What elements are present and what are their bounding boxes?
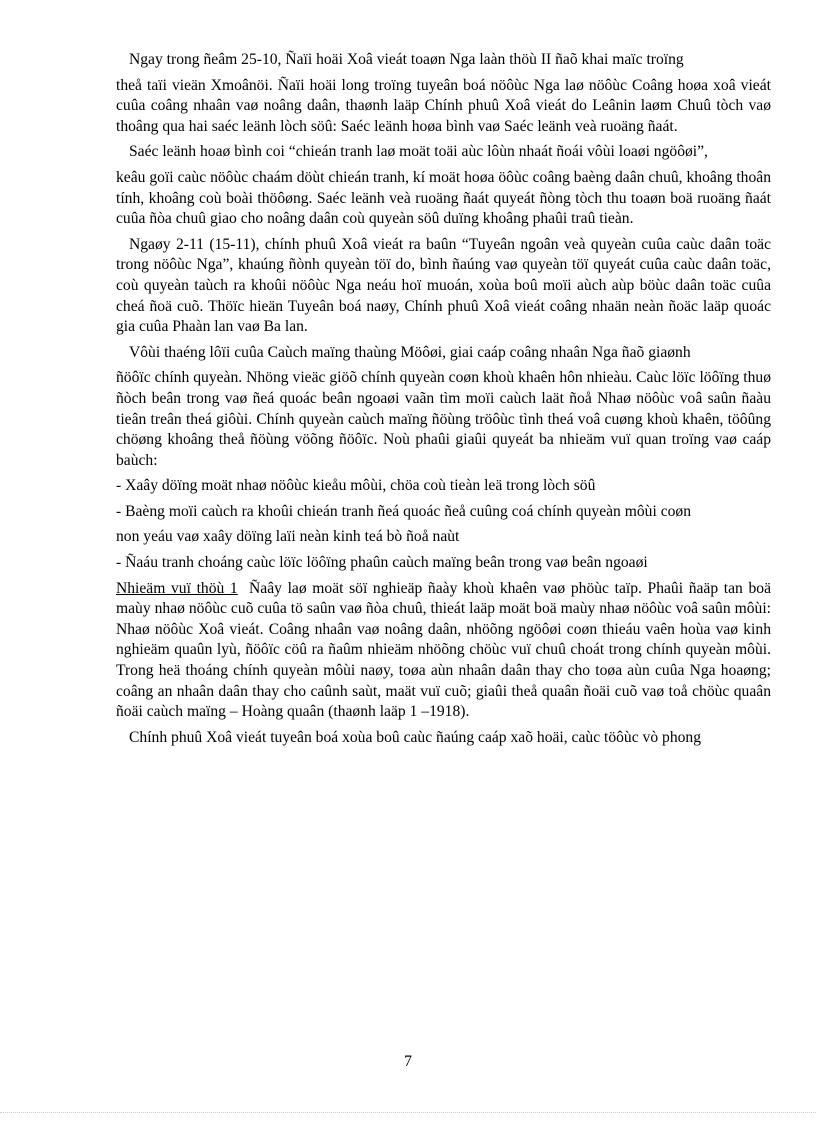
page-bottom-divider	[0, 1112, 816, 1113]
task-text: Ñaây laø moät söï nghieäp ñaày khoù khaên vaø phöùc taïp. Phaûi ñaäp tan boä maùy nhaø nöôùc cuõ cuûa tö saûn vaø ñòa chuû, thieát laäp moät boä maùy nhaø nöôùc voâ saûn môùi: Nhaø nöôùc Xoâ vieát. Coâng nhaân vaø noâng daân, nhöõng ngöôøi coøn thieáu vaên hoùa vaø kinh nghieäm quaûn lyù, ñöôïc cöû ra ñaûm nhieäm nhöõng chöùc vuï chuû choát trong chính quyeàn môùi. Trong heä thoáng chính quyeàn môùi naøy, toøa aùn nhaân daân thay cho toøa aùn cuûa Nga hoaøng; coâng an nhaân daân thay cho caûnh saùt, maät vuï cuõ; giaûi theå quaân ñoäi cuõ vaø toå chöùc quaân ñoäi caùch maïng – Hoàng quaân (thaønh laäp 1 –1918).	[116, 579, 771, 721]
paragraph: non yeáu vaø xaây döïng laïi neàn kinh teá bò ñoå naùt	[116, 528, 460, 546]
list-item: - Xaây döïng moät nhaø nöôùc kieåu môùi, chöa coù tieàn leä trong lòch söû	[116, 477, 596, 495]
paragraph: Vôùi thaéng lôïi cuûa Caùch maïng thaùng Möôøi, giai caáp coâng nhaân Nga ñaõ giaønh	[129, 343, 691, 361]
paragraph: theå taïi vieän Xmoânöi. Ñaïi hoäi long troïng tuyeân boá nöôùc Nga laø nöôùc Coâng hoøa xoâ vieát cuûa coâng nhaân vaø noâng daân, thaønh laäp Chính phuû Xoâ vieát do Leânin laøm Chuû tòch vaø thoâng qua hai saéc leänh lòch söû: Saéc leänh hoøa bình vaø Saéc leänh veà ruoäng ñaát.	[116, 76, 771, 135]
text-column	[116, 50, 771, 753]
paragraph: Ngay trong ñeâm 25-10, Ñaïi hoäi Xoâ vieát toaøn Nga laàn thöù II ñaõ khai maïc troïng	[129, 51, 684, 68]
paragraph: Saéc leänh hoaø bình coi “chieán tranh laø moät toäi aùc lôùn nhaát ñoái vôùi loaøi ngöôøi”,	[129, 143, 708, 161]
paragraph: ñöôïc chính quyeàn. Nhöng vieäc giöõ chính quyeàn coøn khoù khaên hôn nhieàu. Caùc löïc löôïng thuø ñòch beân trong vaø ñeá quoác beân ngoaøi vaãn tìm moïi caùch laät ñoå Nhaø nöôùc voâ saûn ñaàu tieân treân theá giôùi. Chính quyeàn caùch maïng ñöùng tröôùc tình theá voâ cuøng khoù khaên, töôûng chöøng khoâng theå ñöùng vöõng ñöôïc. Noù phaûi giaûi quyeát ba nhieäm vuï quan troïng vaø caáp baùch:	[116, 369, 771, 469]
page-number: 7	[404, 1053, 412, 1070]
paragraph	[116, 579, 771, 723]
paragraph: Chính phuû Xoâ vieát tuyeân boá xoùa boû caùc ñaúng caáp xaõ hoäi, caùc töôùc vò phong	[129, 728, 702, 746]
list-item: - Ñaáu tranh choáng caùc löïc löôïng phaûn caùch maïng beân trong vaø beân ngoaøi	[116, 554, 648, 572]
task-heading: Nhieäm vuï thöù 1	[116, 579, 238, 597]
paragraph: Ngaøy 2-11 (15-11), chính phuû Xoâ vieát ra baûn “Tuyeân ngoân veà quyeàn cuûa caùc daân toäc trong nöôùc Nga”, khaúng ñònh quyeàn töï do, bình ñaúng vaø quyeàn töï quyeát cuûa caùc daân toäc, coù quyeàn taùch ra khoûi nöôùc Nga neáu hoï muoán, xoùa boû moïi aùch aùp böùc daân toäc cuûa cheá ñoä cuõ. Thöïc hieän Tuyeân boá naøy, Chính phuû Xoâ vieát coâng nhaän neàn ñoäc laäp quoác gia cuûa Phaàn lan vaø Ba lan.	[116, 235, 771, 336]
paragraph: keâu goïi caùc nöôùc chaám döùt chieán tranh, kí moät hoøa öôùc coâng baèng daân chuû, khoâng thoân tính, khoâng coù boài thöôøng. Saéc leänh veà ruoäng ñaát quyeát ñòng tòch thu toaøn boä ruoäng ñaát cuûa ñòa chuû giao cho noâng daân coù quyeàn söû duïng khoâng phaûi traû tieàn.	[116, 168, 771, 228]
list-item: - Baèng moïi caùch ra khoûi chieán tranh ñeá quoác ñeå cuûng coá chính quyeàn môùi coøn	[116, 502, 692, 520]
